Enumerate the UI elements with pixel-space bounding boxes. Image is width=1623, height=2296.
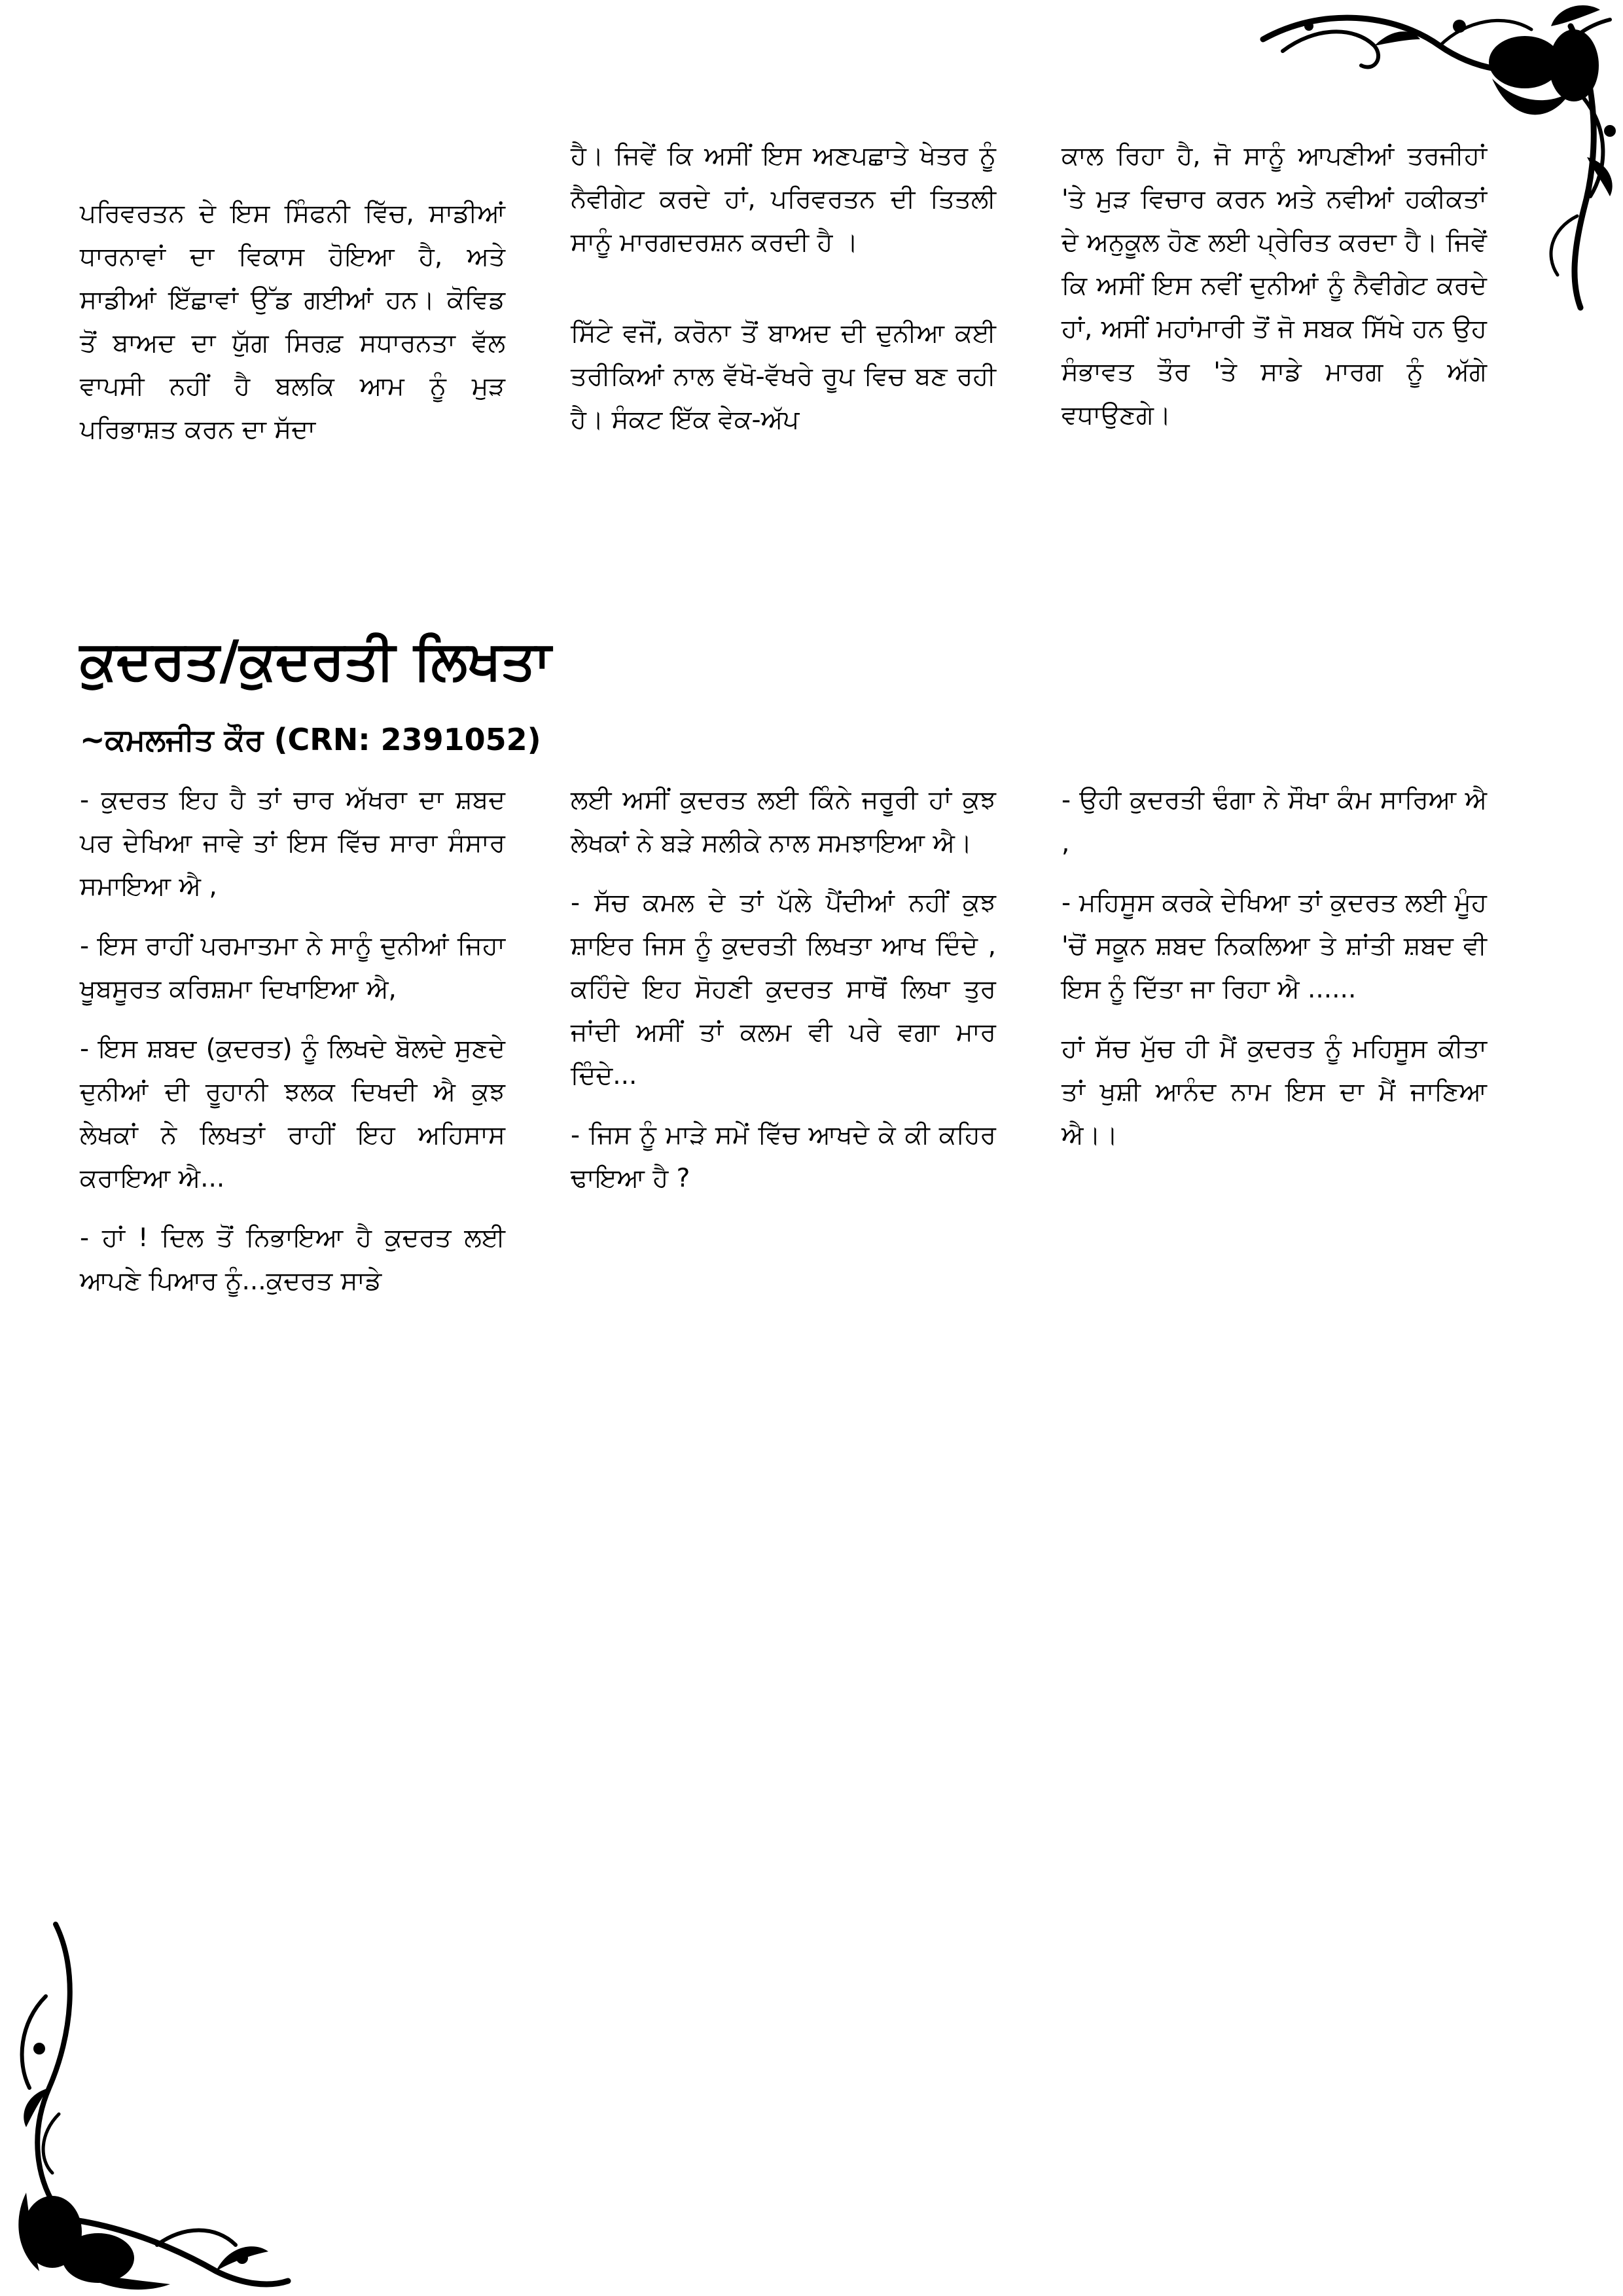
article-column-3: [1061, 779, 1487, 1157]
paragraph: - ਉਹੀ ਕੁਦਰਤੀ ਢੰਗਾ ਨੇ ਸੌਖਾ ਕੰਮ ਸਾਰਿਆ ਐ ,: [1061, 785, 1487, 858]
paragraph: - ਇਸ ਸ਼ਬਦ (ਕੁਦਰਤ) ਨੂੰ ਲਿਖਦੇ ਬੋਲਦੇ ਸੁਣਦੇ ਦੁਨੀਆਂ ਦੀ ਰੂਹਾਨੀ ਝਲਕ ਦਿਖਦੀ ਐ ਕੁਝ ਲੇਖਕਾਂ ਨੇ ਲਿਖਤਾਂ ਰਾਹੀਂ ਇਹ ਅਹਿਸਾਸ ਕਰਾਇਆ ਐ...: [80, 1034, 505, 1193]
paragraph: ਹੈ। ਜਿਵੇਂ ਕਿ ਅਸੀਂ ਇਸ ਅਣਪਛਾਤੇ ਖੇਤਰ ਨੂੰ ਨੈਵੀਗੇਟ ਕਰਦੇ ਹਾਂ, ਪਰਿਵਰਤਨ ਦੀ ਤਿਤਲੀ ਸਾਨੂੰ ਮਾਰਗਦਰਸ਼ਨ ਕਰਦੀ ਹੈ ।: [571, 141, 996, 257]
paragraph: - ਸੱਚ ਕਮਲ ਦੇ ਤਾਂ ਪੱਲੇ ਪੈਂਦੀਆਂ ਨਹੀਂ ਕੁਝ ਸ਼ਾਇਰ ਜਿਸ ਨੂੰ ਕੁਦਰਤੀ ਲਿਖਤਾ ਆਖ ਦਿੰਦੇ , ਕਹਿੰਦੇ ਇਹ ਸੋਹਣੀ ਕੁਦਰਤ ਸਾਥੋਂ ਲਿਖਾ ਤੁਰ ਜਾਂਦੀ ਅਸੀਂ ਤਾਂ ਕਲਮ ਵੀ ਪਰੇ ਵਗਾ ਮਾਰ ਦਿੰਦੇ...: [571, 888, 996, 1090]
article-title: ਕੁਦਰਤ/ਕੁਦਰਤੀ ਲਿਖਤਾ: [80, 630, 551, 692]
intro-column-2: [571, 135, 996, 442]
paragraph: - ਹਾਂ ! ਦਿਲ ਤੋਂ ਨਿਭਾਇਆ ਹੈ ਕੁਦਰਤ ਲਈ ਆਪਣੇ ਪਿਆਰ ਨੂੰ...ਕੁਦਰਤ ਸਾਡੇ: [80, 1223, 505, 1296]
paragraph: - ਇਸ ਰਾਹੀਂ ਪਰਮਾਤਮਾ ਨੇ ਸਾਨੂੰ ਦੁਨੀਆਂ ਜਿਹਾ ਖੂਬਸੂਰਤ ਕਰਿਸ਼ਮਾ ਦਿਖਾਇਆ ਐ,: [80, 931, 505, 1004]
paragraph: - ਮਹਿਸੂਸ ਕਰਕੇ ਦੇਖਿਆ ਤਾਂ ਕੁਦਰਤ ਲਈ ਮੂੰਹ 'ਚੋਂ ਸਕੂਨ ਸ਼ਬਦ ਨਿਕਲਿਆ ਤੇ ਸ਼ਾਂਤੀ ਸ਼ਬਦ ਵੀ ਇਸ ਨੂੰ ਦਿੱਤਾ ਜਾ ਰਿਹਾ ਐ ......: [1061, 888, 1487, 1004]
intro-column-1: [80, 192, 505, 452]
paragraph: ਹਾਂ ਸੱਚ ਮੁੱਚ ਹੀ ਮੈਂ ਕੁਦਰਤ ਨੂੰ ਮਹਿਸੂਸ ਕੀਤਾ ਤਾਂ ਖੁਸ਼ੀ ਆਨੰਦ ਨਾਮ ਇਸ ਦਾ ਮੈਂ ਜਾਣਿਆ ਐ।।: [1061, 1034, 1487, 1150]
intro-column-3: [1061, 135, 1487, 437]
corner-flourish-bottom-left-icon: [0, 1918, 301, 2296]
paragraph: - ਜਿਸ ਨੂੰ ਮਾੜੇ ਸਮੇਂ ਵਿੱਚ ਆਖਦੇ ਕੇ ਕੀ ਕਹਿਰ ਢਾਇਆ ਹੈ ?: [571, 1121, 996, 1193]
paragraph: ਪਰਿਵਰਤਨ ਦੇ ਇਸ ਸਿੰਫਨੀ ਵਿੱਚ, ਸਾਡੀਆਂ ਧਾਰਨਾਵਾਂ ਦਾ ਵਿਕਾਸ ਹੋਇਆ ਹੈ, ਅਤੇ ਸਾਡੀਆਂ ਇੱਛਾਵਾਂ ਉੱਡ ਗਈਆਂ ਹਨ। ਕੋਵਿਡ ਤੋਂ ਬਾਅਦ ਦਾ ਯੁੱਗ ਸਿਰਫ਼ ਸਧਾਰਨਤਾ ਵੱਲ ਵਾਪਸੀ ਨਹੀਂ ਹੈ ਬਲਕਿ ਆਮ ਨੂੰ ਮੁੜ ਪਰਿਭਾਸ਼ਤ ਕਰਨ ਦਾ ਸੱਦਾ: [80, 199, 505, 444]
article-column-2: [571, 779, 996, 1200]
paragraph: ਸਿੱਟੇ ਵਜੋਂ, ਕਰੋਨਾ ਤੋਂ ਬਾਅਦ ਦੀ ਦੁਨੀਆ ਕਈ ਤਰੀਕਿਆਂ ਨਾਲ ਵੱਖੋ-ਵੱਖਰੇ ਰੂਪ ਵਿਚ ਬਣ ਰਹੀ ਹੈ। ਸੰਕਟ ਇੱਕ ਵੇਕ-ਅੱਪ: [571, 319, 996, 435]
paragraph: ਲਈ ਅਸੀਂ ਕੁਦਰਤ ਲਈ ਕਿੰਨੇ ਜਰੂਰੀ ਹਾਂ ਕੁਝ ਲੇਖਕਾਂ ਨੇ ਬੜੇ ਸਲੀਕੇ ਨਾਲ ਸਮਝਾਇਆ ਐ।: [571, 785, 996, 858]
article-column-1: [80, 779, 505, 1303]
paragraph: - ਕੁਦਰਤ ਇਹ ਹੈ ਤਾਂ ਚਾਰ ਅੱਖਰਾ ਦਾ ਸ਼ਬਦ ਪਰ ਦੇਖਿਆ ਜਾਵੇ ਤਾਂ ਇਸ ਵਿੱਚ ਸਾਰਾ ਸੰਸਾਰ ਸਮਾਇਆ ਐ ,: [80, 785, 505, 901]
article-byline: ~ਕਮਲਜੀਤ ਕੌਰ (CRN: 2391052): [80, 722, 541, 757]
paragraph: ਕਾਲ ਰਿਹਾ ਹੈ, ਜੋ ਸਾਨੂੰ ਆਪਣੀਆਂ ਤਰਜੀਹਾਂ 'ਤੇ ਮੁੜ ਵਿਚਾਰ ਕਰਨ ਅਤੇ ਨਵੀਆਂ ਹਕੀਕਤਾਂ ਦੇ ਅਨੁਕੂਲ ਹੋਣ ਲਈ ਪ੍ਰੇਰਿਤ ਕਰਦਾ ਹੈ। ਜਿਵੇਂ ਕਿ ਅਸੀਂ ਇਸ ਨਵੀਂ ਦੁਨੀਆਂ ਨੂੰ ਨੈਵੀਗੇਟ ਕਰਦੇ ਹਾਂ, ਅਸੀਂ ਮਹਾਂਮਾਰੀ ਤੋਂ ਜੋ ਸਬਕ ਸਿੱਖੇ ਹਨ ਉਹ ਸੰਭਾਵਤ ਤੌਰ 'ਤੇ ਸਾਡੇ ਮਾਰਗ ਨੂੰ ਅੱਗੇ ਵਧਾਉਣਗੇ।: [1061, 141, 1487, 430]
